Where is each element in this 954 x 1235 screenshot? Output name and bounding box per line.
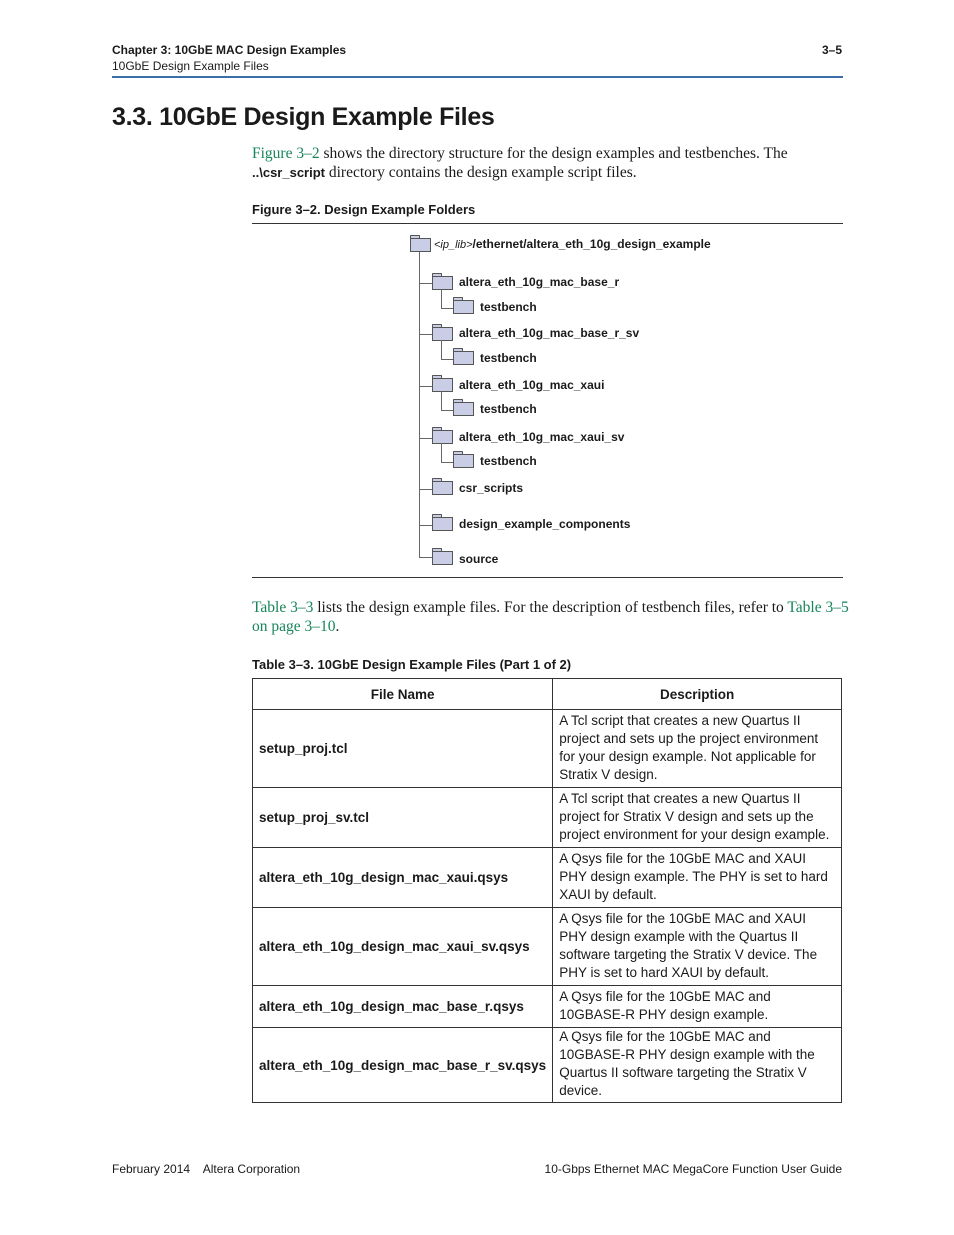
folder-label-xaui: altera_eth_10g_mac_xaui	[459, 378, 605, 392]
section-title: 3.3. 10GbE Design Example Files	[112, 103, 495, 131]
running-header-section: 10GbE Design Example Files	[112, 59, 269, 73]
folder-label-base-r: altera_eth_10g_mac_base_r	[459, 275, 620, 289]
description-cell: A Qsys file for the 10GbE MAC and XAUI PHY design example. The PHY is set to hard XAUI by default.	[553, 848, 842, 908]
file-name-cell: setup_proj_sv.tcl	[253, 788, 553, 848]
table-row	[253, 908, 842, 986]
table-row	[253, 848, 842, 908]
table-row	[253, 1028, 842, 1103]
file-name-cell: altera_eth_10g_design_mac_base_r_sv.qsys	[253, 1028, 553, 1103]
description-cell: A Qsys file for the 10GbE MAC and 10GBASE-R PHY design example with the Quartus II software targeting the Stratix V device.	[553, 1028, 842, 1103]
para2-text2: .	[335, 618, 340, 635]
root-folder-label: <ip_lib>/ethernet/altera_eth_10g_design_example	[434, 237, 711, 251]
description-cell: A Tcl script that creates a new Quartus II project and sets up the project environment for your design example. Not applicable for Stratix V design.	[553, 710, 842, 788]
subfolder-label-testbench: testbench	[480, 402, 537, 416]
root-folder-icon	[410, 235, 430, 251]
table-header-row	[253, 679, 842, 710]
folder-icon	[453, 348, 473, 364]
folder-icon	[432, 375, 452, 391]
folder-icon	[432, 427, 452, 443]
para1-text2: directory contains the design example script files.	[325, 164, 637, 181]
footer-date-company: February 2014 Altera Corporation	[112, 1162, 301, 1176]
folder-label-base-r-sv: altera_eth_10g_mac_base_r_sv	[459, 326, 640, 340]
table-reference-paragraph	[252, 598, 852, 636]
folder-icon	[432, 324, 452, 340]
figure-link[interactable]: Figure 3–2	[252, 145, 320, 162]
design-files-table	[252, 678, 842, 1103]
folder-tree	[0, 0, 954, 600]
subfolder-label-testbench: testbench	[480, 454, 537, 468]
folder-icon	[432, 548, 452, 564]
figure-bottom-rule	[252, 577, 843, 578]
file-name-cell: altera_eth_10g_design_mac_base_r.qsys	[253, 986, 553, 1028]
folder-label-csr-scripts: csr_scripts	[459, 481, 524, 495]
figure-caption: Figure 3–2. Design Example Folders	[252, 202, 476, 217]
folder-label-xaui-sv: altera_eth_10g_mac_xaui_sv	[459, 430, 625, 444]
description-cell: A Tcl script that creates a new Quartus II project for Stratix V design and sets up the project environment for your design example.	[553, 788, 842, 848]
table-3-3-link[interactable]: Table 3–3	[252, 599, 314, 616]
folder-icon	[432, 514, 452, 530]
para1-text1: shows the directory structure for the design examples and testbenches. The	[319, 145, 788, 162]
footer-guide-title: 10-Gbps Ethernet MAC MegaCore Function User Guide	[544, 1162, 842, 1176]
file-name-cell: altera_eth_10g_design_mac_xaui.qsys	[253, 848, 553, 908]
folder-icon	[432, 478, 452, 494]
table-row	[253, 788, 842, 848]
file-name-cell: altera_eth_10g_design_mac_xaui_sv.qsys	[253, 908, 553, 986]
para2-text1: lists the design example files. For the description of testbench files, refer to	[313, 599, 788, 616]
description-cell: A Qsys file for the 10GbE MAC and 10GBASE-R PHY design example.	[553, 986, 842, 1028]
table-row	[253, 986, 842, 1028]
column-header-file-name: File Name	[253, 679, 553, 710]
subfolder-label-testbench: testbench	[480, 351, 537, 365]
table-caption: Table 3–3. 10GbE Design Example Files (Part 1 of 2)	[252, 657, 572, 672]
folder-label-design-components: design_example_components	[459, 517, 631, 531]
folder-icon	[432, 273, 452, 289]
page-number: 3–5	[821, 43, 842, 57]
folder-icon	[453, 297, 473, 313]
table-3-5-link[interactable]: Table 3–5 on page 3–10	[252, 599, 849, 635]
subfolder-label-testbench: testbench	[480, 300, 537, 314]
file-name-cell: setup_proj.tcl	[253, 710, 553, 788]
folder-icon	[453, 451, 473, 467]
table-row	[253, 710, 842, 788]
csr-script-path: ..\csr_script	[252, 165, 325, 180]
folder-icon	[453, 399, 473, 415]
description-cell: A Qsys file for the 10GbE MAC and XAUI PHY design example with the Quartus II software targeting the Stratix V device. The PHY is set to hard XAUI by default.	[553, 908, 842, 986]
folder-label-source: source	[459, 552, 499, 566]
column-header-description: Description	[553, 679, 842, 710]
running-header-chapter: Chapter 3: 10GbE MAC Design Examples	[112, 43, 347, 57]
